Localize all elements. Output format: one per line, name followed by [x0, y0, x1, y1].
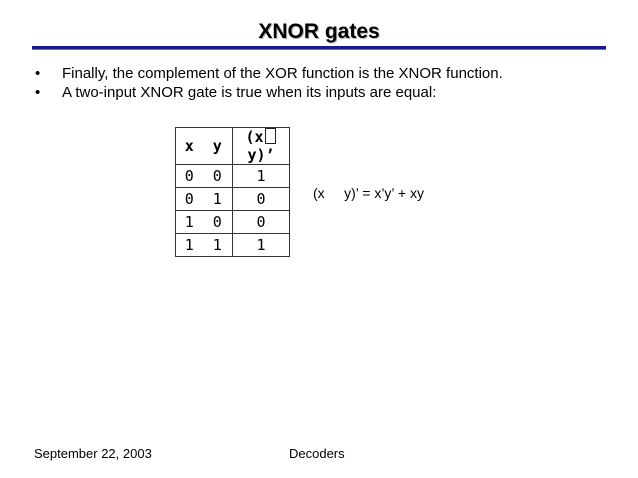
bullet-dot: •: [35, 65, 41, 82]
header-output: [233, 128, 290, 165]
cell-y: 0: [203, 211, 233, 234]
table-row: [176, 165, 290, 188]
cell-y: 1: [203, 234, 233, 257]
cell-y: 0: [203, 165, 233, 188]
cell-output: 0: [233, 188, 290, 211]
bullet-text: Finally, the complement of the XOR function is the XNOR function.: [62, 65, 503, 82]
header-output-suffix: y)’: [247, 146, 275, 164]
bullet-item: [29, 64, 503, 83]
header-x: x: [176, 128, 203, 165]
table-row: [176, 188, 290, 211]
xnor-truth-table: [175, 127, 290, 257]
cell-x: 1: [176, 234, 203, 257]
bullet-dot: •: [35, 84, 41, 101]
table-row: [176, 234, 290, 257]
cell-x: 0: [176, 165, 203, 188]
bullet-list: [29, 64, 503, 102]
bullet-text: A two-input XNOR gate is true when its inputs are equal:: [62, 84, 437, 101]
slide-title: XNOR gates: [258, 20, 380, 43]
xnor-equation: (x y)’ = x’y’ + xy: [313, 185, 424, 201]
cell-x: 1: [176, 211, 203, 234]
cell-output: 1: [233, 165, 290, 188]
footer-date: September 22, 2003: [34, 446, 152, 461]
cell-output: 1: [233, 234, 290, 257]
footer-section: Decoders: [289, 446, 345, 461]
missing-glyph-box-icon: [265, 128, 276, 144]
bullet-item: [29, 83, 503, 102]
header-y: y: [203, 128, 233, 165]
cell-x: 0: [176, 188, 203, 211]
cell-output: 0: [233, 211, 290, 234]
table-row: [176, 211, 290, 234]
cell-y: 1: [203, 188, 233, 211]
header-output-prefix: (x: [245, 128, 264, 146]
title-underline: [32, 46, 606, 50]
table-header-row: [176, 128, 290, 165]
